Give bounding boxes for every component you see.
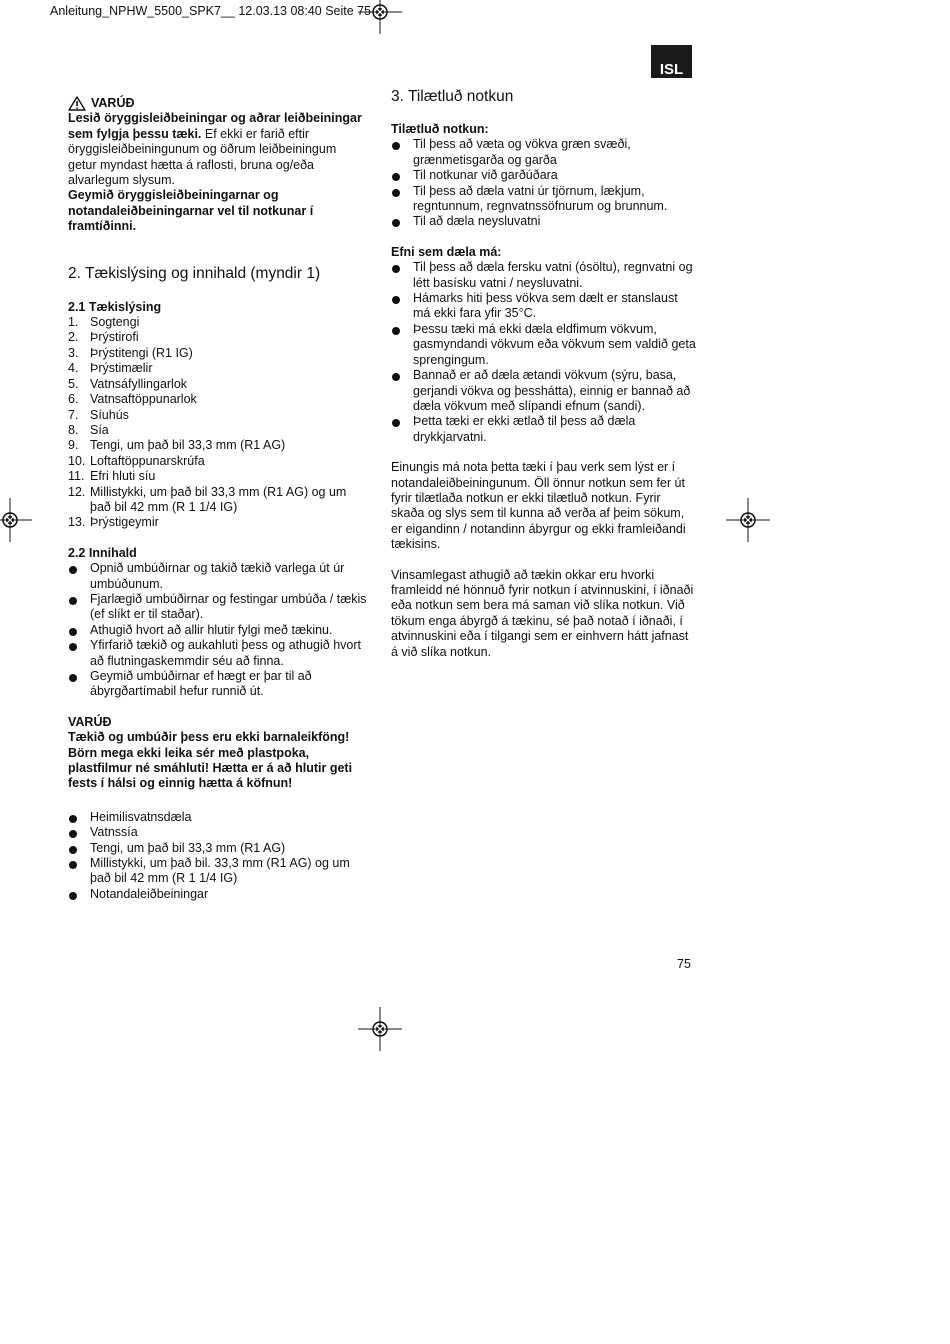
list-item: Til notkunar við garðúðara xyxy=(391,168,696,183)
item-text: Þrýstirofi xyxy=(90,330,139,345)
list-item xyxy=(68,515,368,530)
item-text: Þrýstitengi (R1 IG) xyxy=(90,345,193,360)
item-number: 6. xyxy=(68,392,79,407)
list-item xyxy=(68,454,368,469)
list-item: Til þess að dæla vatni úr tjörnum, lækjum, regntunnum, regnvatnssöfnurum og brunnum. xyxy=(391,184,696,215)
list-item: Þetta tæki er ekki ætlað til þess að dæla drykkjarvatni. xyxy=(391,414,696,445)
list-item: Til þess að væta og vökva græn svæði, grænmetisgarða og garða xyxy=(391,137,696,168)
delivery-list xyxy=(68,810,368,902)
fluids-title: Efni sem dæla má: xyxy=(391,244,502,259)
warning-text: Lesið öryggisleiðbeiningar og aðrar leiðbeiningar sem fylgja þessu tæki. Ef ekki er farið eftir öryggisleiðbeiningunum og öðrum leiðbeiningum getur myndast hætta á raflosti, bruna og/eða alvarlegum slysum. xyxy=(68,111,362,188)
warning-title: VARÚÐ xyxy=(91,96,135,110)
list-item xyxy=(68,392,368,407)
list-item: Tengi, um það bil 33,3 mm (R1 AG) xyxy=(68,841,368,856)
right-column xyxy=(391,88,696,660)
item-text: Loftaftöppunarskrúfa xyxy=(90,453,205,468)
warning2-title: VARÚÐ xyxy=(68,714,112,729)
item-number: 7. xyxy=(68,407,79,422)
item-text: Þrýstigeymir xyxy=(90,515,159,530)
list-item: Fjarlægið umbúðirnar og festingar umbúða / tækis (ef slíkt er til staðar). xyxy=(68,592,368,623)
parts-list xyxy=(68,315,368,531)
uses-list xyxy=(391,137,696,229)
list-item xyxy=(68,377,368,392)
liability-paragraph: Vinsamlegast athugið að tækin okkar eru hvorki framleidd né hönnuð fyrir notkun í atvinnuskini, í iðnaði eða notkun sem bera má saman við slíka notkun. Við tökum enga ábyrgð á tækinu, sé það notað í iðnaði, í atvinnuskini eða í tilgangi sem er einhvern hátt jafnast á við slíka notkun. xyxy=(391,567,694,659)
list-item: Athugið hvort að allir hlutir fylgi með tækinu. xyxy=(68,623,368,638)
list-item: Opnið umbúðirnar og takið tækið varlega út úr umbúðunum. xyxy=(68,561,368,592)
language-tab: ISL xyxy=(651,45,692,78)
item-number: 3. xyxy=(68,345,79,360)
item-text: Vatnsáfyllingarlok xyxy=(90,376,188,391)
list-item: Geymið umbúðirnar ef hægt er þar til að ábyrgðartímabil hefur runnið út. xyxy=(68,669,368,700)
list-item xyxy=(68,469,368,484)
registration-mark-right xyxy=(726,498,770,542)
usage-paragraph: Einungis má nota þetta tæki í þau verk sem lýst er í notandaleiðbeiningunum. Öll önnur notkun sem fer út fyrir tilætlaða notkun er ekki tilætluð notkun. Fyrir skaða og slys sem til kunna að verða af þeim sökum, er eigandinn / notandinn ábyrgur og ekki framleiðandi tækisins. xyxy=(391,460,686,552)
item-number: 9. xyxy=(68,438,79,453)
list-item: Heimilisvatnsdæla xyxy=(68,810,368,825)
list-item xyxy=(68,408,368,423)
list-item: Yfirfarið tækið og aukahluti þess og athugið hvort að flutningaskemmdir séu að finna. xyxy=(68,638,368,669)
list-item xyxy=(68,361,368,376)
list-item: Vatnssía xyxy=(68,825,368,840)
item-number: 1. xyxy=(68,315,79,330)
item-number: 13. xyxy=(68,515,86,530)
list-item xyxy=(68,423,368,438)
item-number: 4. xyxy=(68,361,79,376)
contents-list xyxy=(68,561,368,700)
registration-mark-top xyxy=(358,0,402,34)
warning-triangle-icon xyxy=(68,96,86,111)
list-item xyxy=(68,330,368,345)
item-text: Millistykki, um það bil 33,3 mm (R1 AG) og um það bil 42 mm (R 1 1/4 IG) xyxy=(90,484,347,514)
subsection-description-title: 2.1 Tækislýsing xyxy=(68,299,162,314)
item-text: Sogtengi xyxy=(90,315,140,330)
warning2-text: Tækið og umbúðir þess eru ekki barnaleikföng! Börn mega ekki leika sér með plastpoka, plastfilmur né smáhluti! Hætta er á að hlutir geti fests í hálsi og einnig hætta á köfnun! xyxy=(68,730,353,791)
item-text: Sía xyxy=(90,422,109,437)
item-number: 2. xyxy=(68,330,79,345)
section2-title: 2. Tækislýsing og innihald (myndir 1) xyxy=(68,264,321,282)
intended-use-title: Tilætluð notkun: xyxy=(391,122,489,136)
item-text: Þrýstimælir xyxy=(90,361,153,376)
list-item: Til þess að dæla fersku vatni (ósöltu), regnvatni og létt basísku vatni / neysluvatni. xyxy=(391,260,696,291)
list-item: Til að dæla neysluvatni xyxy=(391,214,696,229)
list-item: Hámarks hiti þess vökva sem dælt er stanslaust má ekki fara yfir 35°C. xyxy=(391,291,696,322)
list-item xyxy=(68,485,368,516)
warning-heading xyxy=(68,96,368,111)
fluids-list xyxy=(391,260,696,445)
item-text: Efri hluti síu xyxy=(90,469,156,484)
item-text: Vatnsaftöppunarlok xyxy=(90,392,197,407)
item-number: 5. xyxy=(68,376,79,391)
section3-title: 3. Tilætluð notkun xyxy=(391,88,514,105)
item-number: 11. xyxy=(68,469,85,484)
item-text: Síuhús xyxy=(90,407,129,422)
left-column xyxy=(68,96,368,902)
warning-keep-text: Geymið öryggisleiðbeiningarnar og notandaleiðbeiningarnar vel til notkunar í framtíðinni. xyxy=(68,188,314,234)
item-number: 10. xyxy=(68,453,86,468)
page-number: 75 xyxy=(677,957,691,971)
list-item: Bannað er að dæla ætandi vökvum (sýru, basa, gerjandi vökva og þesshátta), einnig er bannað að dæla vökvum með slípandi efnum (sandi). xyxy=(391,368,696,414)
item-number: 8. xyxy=(68,422,79,437)
print-header: Anleitung_NPHW_5500_SPK7__ 12.03.13 08:40 Seite 75 xyxy=(50,4,372,18)
list-item: Notandaleiðbeiningar xyxy=(68,887,368,902)
item-number: 12. xyxy=(68,484,86,499)
registration-mark-bottom xyxy=(358,1007,402,1051)
registration-mark-left xyxy=(0,498,32,542)
list-item: Millistykki, um það bil. 33,3 mm (R1 AG) og um það bil 42 mm (R 1 1/4 IG) xyxy=(68,856,368,887)
item-text: Tengi, um það bil 33,3 mm (R1 AG) xyxy=(90,438,286,453)
list-item xyxy=(68,315,368,330)
list-item: Þessu tæki má ekki dæla eldfimum vökvum, gasmyndandi vökvum eða vökvum sem valdið geta sprengingum. xyxy=(391,322,696,368)
list-item xyxy=(68,438,368,453)
subsection-contents-title: 2.2 Innihald xyxy=(68,545,137,560)
list-item xyxy=(68,346,368,361)
